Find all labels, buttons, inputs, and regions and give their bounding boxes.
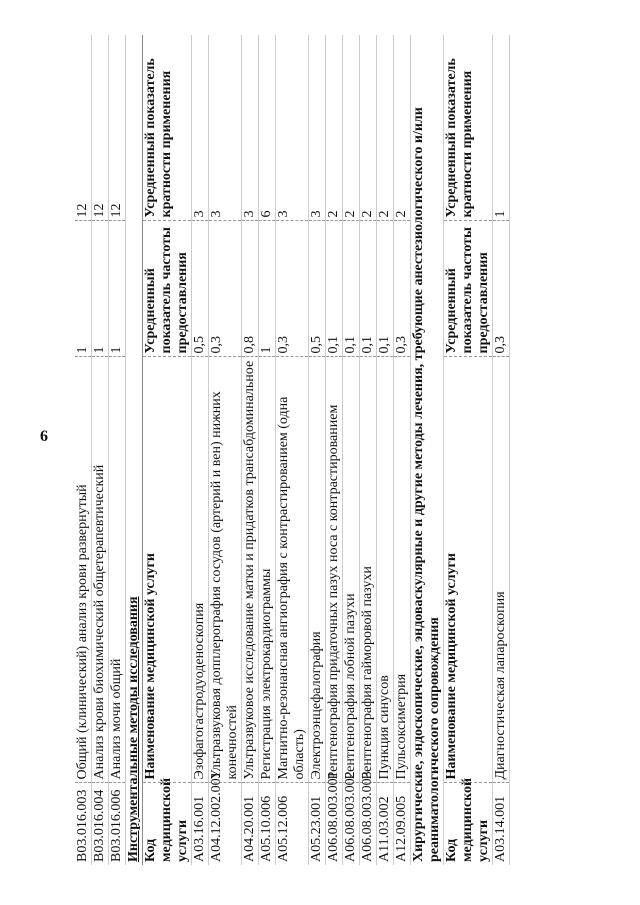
table-row: [109, 35, 126, 865]
service-name: Рентгенография придаточных пазух носа с контрастированием: [326, 357, 343, 783]
service-name: Регистрация электрокардиограммы: [259, 357, 276, 783]
rotated-table-block: [75, 35, 580, 865]
header-code: Код медицинской услуги: [143, 783, 192, 865]
service-frequency: 1: [92, 221, 109, 357]
service-frequency: 0,3: [276, 221, 309, 357]
section-title: Хирургические, эндоскопические, эндоваскулярные и другие методы лечения, требующие анестезиологического и/или реаниматологического сопровождения: [411, 35, 444, 865]
header-name: Наименование медицинской услуги: [143, 357, 192, 783]
service-multiplicity: 3: [276, 35, 309, 221]
table-row: [343, 35, 360, 865]
section-title: Инструментальные методы исследования: [126, 35, 143, 865]
service-frequency: 0,1: [326, 221, 343, 357]
service-code: A05.12.006: [276, 783, 309, 865]
table-row: [394, 35, 411, 865]
service-name: Электроэнцефалография: [309, 357, 326, 783]
service-name: Диагностическая лапароскопия: [493, 357, 510, 783]
service-multiplicity: 3: [209, 35, 242, 221]
service-frequency: 0,5: [309, 221, 326, 357]
service-multiplicity: 6: [259, 35, 276, 221]
section-heading-instrumental: [126, 35, 143, 865]
service-code: A05.23.001: [309, 783, 326, 865]
table-row: [309, 35, 326, 865]
service-multiplicity: 2: [360, 35, 377, 221]
service-name: Анализ крови биохимический общетерапевтический: [92, 357, 109, 783]
table-row: [276, 35, 309, 865]
table-row: [92, 35, 109, 865]
service-name: Рентгенография гайморовой пазухи: [360, 357, 377, 783]
service-frequency: 0,5: [192, 221, 209, 357]
service-frequency: 1: [259, 221, 276, 357]
service-code: A03.14.001: [493, 783, 510, 865]
service-multiplicity: 2: [394, 35, 411, 221]
service-frequency: 1: [109, 221, 126, 357]
service-code: A03.16.001: [192, 783, 209, 865]
service-code: A06.08.003.003: [360, 783, 377, 865]
service-multiplicity: 1: [493, 35, 510, 221]
service-code: A05.10.006: [259, 783, 276, 865]
service-code: A04.20.001: [242, 783, 259, 865]
service-multiplicity: 3: [309, 35, 326, 221]
service-name: Общий (клинический) анализ крови развернутый: [75, 357, 92, 783]
section-heading-surgical: [411, 35, 444, 865]
service-name: Анализ мочи общий: [109, 357, 126, 783]
header-frequency: Усредненный показатель частоты предоставления: [444, 221, 493, 357]
header-multiplicity: Усредненный показатель кратности применения: [143, 35, 192, 221]
table-row: [326, 35, 343, 865]
service-frequency: 0,8: [242, 221, 259, 357]
table-row: [360, 35, 377, 865]
service-name: Эзофагогастродуоденоскопия: [192, 357, 209, 783]
header-name: Наименование медицинской услуги: [444, 357, 493, 783]
service-name: Пункция синусов: [377, 357, 394, 783]
service-code: A06.08.003.001: [326, 783, 343, 865]
service-name: Рентгенография лобной пазухи: [343, 357, 360, 783]
service-multiplicity: 2: [377, 35, 394, 221]
service-frequency: 0,3: [493, 221, 510, 357]
service-multiplicity: 12: [75, 35, 92, 221]
table-row: [377, 35, 394, 865]
service-frequency: 0,1: [360, 221, 377, 357]
service-name: Ультразвуковое исследование матки и придатков трансабдоминальное: [242, 357, 259, 783]
service-code: A11.03.002: [377, 783, 394, 865]
service-code: B03.016.004: [92, 783, 109, 865]
header-multiplicity: Усредненный показатель кратности применения: [444, 35, 493, 221]
header-code: Код медицинской услуги: [444, 783, 493, 865]
table-row: [209, 35, 242, 865]
service-frequency: 1: [75, 221, 92, 357]
service-code: B03.016.006: [109, 783, 126, 865]
service-code: A04.12.002.001: [209, 783, 242, 865]
service-multiplicity: 12: [92, 35, 109, 221]
service-multiplicity: 12: [109, 35, 126, 221]
service-frequency: 0,1: [343, 221, 360, 357]
table-row: [75, 35, 92, 865]
service-multiplicity: 2: [343, 35, 360, 221]
table-header-row: [444, 35, 493, 865]
service-multiplicity: 3: [192, 35, 209, 221]
service-name: Пульсоксиметрия: [394, 357, 411, 783]
table-header-row: [143, 35, 192, 865]
service-multiplicity: 3: [242, 35, 259, 221]
services-table: [75, 35, 510, 865]
service-code: A06.08.003.002: [343, 783, 360, 865]
header-frequency: Усредненный показатель частоты предоставления: [143, 221, 192, 357]
table-row: [259, 35, 276, 865]
table-row: [192, 35, 209, 865]
table-row: [242, 35, 259, 865]
page-number: 6: [40, 428, 48, 445]
service-multiplicity: 2: [326, 35, 343, 221]
service-frequency: 0,3: [209, 221, 242, 357]
service-frequency: 0,3: [394, 221, 411, 357]
service-code: A12.09.005: [394, 783, 411, 865]
table-row: [493, 35, 510, 865]
service-name: Ультразвуковая допплерография сосудов (артерий и вен) нижних конечностей: [209, 357, 242, 783]
service-code: B03.016.003: [75, 783, 92, 865]
service-frequency: 0,1: [377, 221, 394, 357]
service-name: Магнитно-резонансная ангиография с контрастированием (одна область): [276, 357, 309, 783]
